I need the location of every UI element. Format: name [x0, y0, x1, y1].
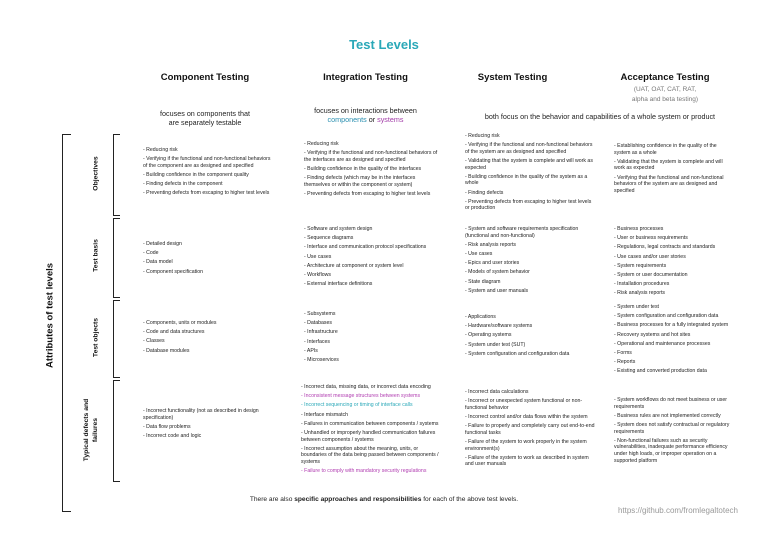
cell-test-objects-system [465, 314, 595, 360]
column-header-component [135, 72, 275, 83]
list-item: - Incorrect or unexpected system functional or non-functional behavior [465, 398, 583, 411]
list-item: - Models of system behavior [465, 269, 530, 276]
column-header-label: Component Testing [160, 72, 250, 83]
cell-objectives-integration [304, 141, 442, 200]
list-item: - Interfaces [304, 338, 330, 345]
list-item: - Incorrect data calculations [465, 389, 529, 395]
list-item: - Preventing defects from escaping to higher test levels [143, 190, 270, 197]
focus-line [288, 115, 443, 124]
list-item: - Failure to properly and completely carry out end-to-end functional tasks [465, 423, 595, 436]
cell-test-basis-component [143, 241, 271, 278]
row-bracket-defects [113, 380, 120, 482]
cell-objectives-acceptance [614, 143, 734, 197]
list-item: - Unhandled or improperly handled communication failures between components / systems [301, 429, 436, 443]
list-item: - Applications [465, 314, 496, 320]
list-item: - Verifying that the functional and non-functional behaviors of the system are as designed and specified [614, 174, 724, 194]
list-item: - System under test [614, 304, 659, 310]
attributes-label: Attributes of test levels [44, 262, 56, 369]
list-item: - Forms [614, 349, 632, 356]
list-item: - APIs [304, 347, 318, 354]
column-header-acceptance [590, 72, 740, 105]
list-item: - Installation procedures [614, 281, 670, 288]
list-item: - Code and data structures [143, 329, 205, 336]
list-item: - Interface mismatch [301, 411, 348, 418]
list-item: - Preventing defects from escaping to higher test levels [304, 190, 431, 197]
cell-defects-system [465, 389, 595, 471]
cell-defects-integration [301, 384, 443, 477]
row-bracket-objectives [113, 134, 120, 216]
row-label-line: failures [92, 417, 99, 443]
page-title: Test Levels [349, 37, 419, 52]
focus-shared: both focus on the behavior and capabilities of a whole system or product [484, 112, 716, 121]
row-label-test-objects: Test objects [92, 317, 100, 358]
list-item: - Business processes for a fully integrated system [614, 322, 729, 329]
cell-objectives-system [465, 133, 595, 215]
list-item: - Use cases [304, 253, 332, 260]
column-header-label: Integration Testing [323, 72, 408, 83]
list-item: - System or user documentation [614, 271, 688, 278]
list-item: - Epics and user stories [465, 260, 520, 267]
list-item: - System requirements [614, 262, 667, 269]
list-item: - Component specification [143, 268, 203, 275]
list-item: - Validating that the system is complete and will work as expected [614, 158, 723, 172]
row-label-defects [82, 385, 100, 475]
list-item: - Incorrect control and/or data flows within the system [465, 413, 588, 420]
list-item: - Microservices [304, 356, 339, 363]
column-header-label: System Testing [477, 72, 548, 83]
list-item: - Failure of the system to work as described in system and user manuals [465, 454, 589, 468]
list-item: - Finding defects (which may be in the interfaces themselves or within the component or system) [304, 175, 416, 188]
list-item: - Incorrect assumption about the meaning, units, or boundaries of the data being passed between components / systems [301, 445, 439, 465]
list-item: - Data model [143, 259, 173, 266]
list-item: - Databases [304, 320, 332, 327]
list-item: - Finding defects [465, 189, 504, 196]
cell-test-objects-integration [304, 311, 442, 366]
cell-test-basis-acceptance [614, 226, 739, 300]
list-item: - Verifying if the functional and non-functional behaviors of the system are as designed and specified [465, 142, 593, 155]
list-item: - Components, units or modules [143, 320, 217, 326]
focus-line: focuses on interactions between [314, 106, 417, 115]
list-item: - System and software requirements specification (functional and non-functional) [465, 226, 579, 239]
list-item: - Recovery systems and hot sites [614, 331, 691, 338]
focus-word-or: or [366, 115, 378, 124]
list-item: - Reducing risk [465, 133, 500, 139]
list-item: - Building confidence in the component quality [143, 171, 249, 178]
list-item: - Risk analysis reports [614, 290, 666, 297]
list-item: - System and user manuals [465, 287, 529, 294]
row-bracket-test-objects [113, 300, 120, 378]
cell-test-objects-acceptance [614, 304, 739, 378]
list-item: - Establishing confidence in the quality of the system as a whole [614, 143, 717, 156]
list-item: - External interface definitions [304, 281, 373, 288]
footer-post: for each of the above test levels. [421, 496, 519, 503]
focus-line: are separately testable [168, 118, 242, 127]
cell-test-basis-system [465, 226, 595, 297]
list-item: - Hardware/software systems [465, 323, 533, 330]
list-item: - Software and system design [304, 226, 373, 232]
column-header-system [440, 72, 585, 83]
row-label-line: Typical defects and [83, 398, 90, 462]
list-item: - Preventing defects from escaping to higher test levels or production [465, 198, 592, 212]
list-item: - Use cases and/or user stories [614, 253, 686, 260]
cell-defects-component [143, 408, 271, 442]
list-item: - Building confidence in the quality of the interfaces [304, 165, 422, 172]
cell-defects-acceptance [614, 397, 736, 467]
list-item: - Database modules [143, 347, 190, 354]
list-item: - Operating systems [465, 332, 512, 339]
list-item: - System under test (SUT) [465, 341, 526, 348]
footer-note [0, 496, 768, 503]
list-item: - Failure to comply with mandatory security regulations [301, 468, 427, 475]
focus-integration [288, 106, 443, 124]
list-item: - Reports [614, 359, 636, 366]
list-item: - User or business requirements [614, 235, 688, 242]
list-item: - Sequence diagrams [304, 235, 354, 242]
list-item: - Risk analysis reports [465, 241, 517, 248]
focus-word-systems: systems [377, 115, 404, 124]
list-item: - System does not satisfy contractual or regulatory requirements [614, 421, 730, 435]
list-item: - Use cases [465, 250, 493, 257]
list-item: - Reducing risk [304, 141, 339, 147]
list-item: - Subsystems [304, 311, 336, 317]
list-item: - Data flow problems [143, 423, 191, 430]
list-item: - Business rules are not implemented correctly [614, 412, 721, 419]
list-item: - Incorrect code and logic [143, 432, 202, 439]
list-item: - Regulations, legal contracts and standards [614, 244, 716, 251]
credit-link[interactable]: https://github.com/fromlegaltotech [617, 506, 738, 515]
list-item: - Incorrect data, missing data, or incorrect data encoding [301, 384, 431, 390]
list-item: - Verifying if the functional and non-functional behaviors of the interfaces are as designed and specified [304, 150, 438, 163]
list-item: - System configuration and configuration data [614, 313, 719, 320]
footer-bold: specific approaches and responsibilities [294, 496, 422, 503]
list-item: - Building confidence in the quality of the system as a whole [465, 173, 588, 187]
list-item: - Workflows [304, 271, 331, 278]
list-item: - Verifying if the functional and non-functional behaviors of the component are as designed and specified [143, 156, 271, 169]
list-item: - Existing and converted production data [614, 368, 707, 375]
list-item: - System workflows do not meet business or user requirements [614, 397, 728, 410]
list-item: - Classes [143, 338, 165, 345]
attributes-bracket [62, 134, 71, 512]
list-item: - Validating that the system is complete and will work as expected [465, 157, 593, 171]
list-item: - System configuration and configuration data [465, 350, 570, 357]
list-item: - Interface and communication protocol specifications [304, 244, 427, 251]
list-item: - Finding defects in the component [143, 181, 223, 188]
list-item: - Architecture at component or system level [304, 262, 404, 269]
column-header-label: Acceptance Testing [620, 72, 710, 83]
cell-test-basis-integration [304, 226, 442, 290]
list-item: - Failure of the system to work properly in the system environment(s) [465, 438, 587, 452]
list-item: - Non-functional failures such as security vulnerabilities, inadequate performance efficiency under high loads, or improper operation on a supported platform [614, 437, 728, 464]
list-item: - State diagram [465, 278, 501, 285]
list-item: - Code [143, 250, 159, 257]
list-item: - Failures in communication between components / systems [301, 420, 439, 427]
focus-word-components: components [327, 115, 367, 124]
focus-component [135, 109, 275, 127]
row-label-test-basis: Test basis [92, 239, 100, 272]
cell-objectives-component [143, 147, 271, 200]
column-header-integration [288, 72, 443, 83]
list-item: - Reducing risk [143, 147, 178, 153]
focus-line: focuses on components that [160, 109, 250, 118]
list-item: - Incorrect sequencing or timing of interface calls [301, 402, 413, 409]
list-item: - Business processes [614, 226, 664, 232]
cell-test-objects-component [143, 320, 271, 357]
list-item: - Incorrect functionality (not as described in design specification) [143, 408, 259, 421]
list-item: - Detailed design [143, 241, 182, 247]
footer-pre: There are also [249, 496, 295, 503]
column-header-sub: (UAT, OAT, CAT, RAT, [633, 86, 697, 93]
column-header-sub: alpha and beta testing) [631, 96, 699, 103]
list-item: - Inconsistent message structures between systems [301, 393, 421, 400]
list-item: - Infrastructure [304, 329, 338, 336]
row-label-objectives: Objectives [92, 156, 100, 191]
row-bracket-test-basis [113, 218, 120, 298]
list-item: - Operational and maintenance processes [614, 340, 711, 347]
